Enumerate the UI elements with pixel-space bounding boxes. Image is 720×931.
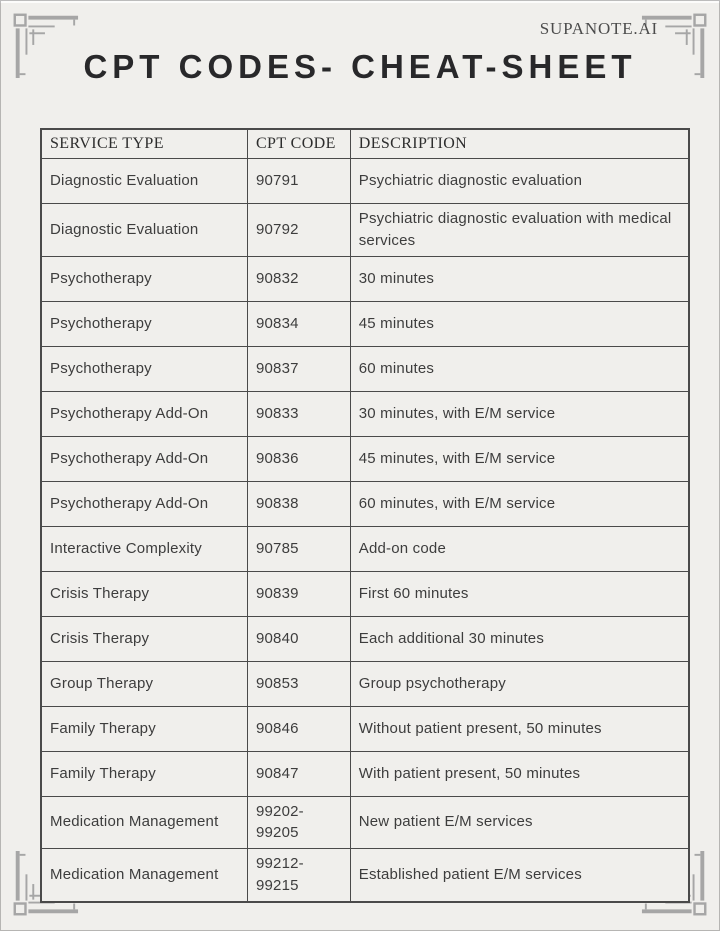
column-header-description: DESCRIPTION xyxy=(350,129,689,159)
table-row xyxy=(41,159,689,204)
cell-cpt-code: 90832 xyxy=(247,256,350,301)
cell-service-type: Psychotherapy Add-On xyxy=(41,436,247,481)
cell-description: Established patient E/M services xyxy=(350,849,689,902)
table-row xyxy=(41,751,689,796)
table-row xyxy=(41,796,689,849)
cell-cpt-code: 99212-99215 xyxy=(247,849,350,902)
table-row xyxy=(41,204,689,257)
cell-service-type: Interactive Complexity xyxy=(41,526,247,571)
page-title: CPT CODES- CHEAT-SHEET xyxy=(83,48,637,85)
column-header-cpt-code: CPT CODE xyxy=(247,129,350,159)
table-header-row xyxy=(41,129,689,159)
cell-service-type: Group Therapy xyxy=(41,661,247,706)
cell-cpt-code: 90791 xyxy=(247,159,350,204)
table-row xyxy=(41,391,689,436)
cell-cpt-code: 90785 xyxy=(247,526,350,571)
cell-cpt-code: 99202-99205 xyxy=(247,796,350,849)
brand-logo: SUPANOTE.AI xyxy=(539,19,658,38)
cell-description: Add-on code xyxy=(350,526,689,571)
table-row xyxy=(41,616,689,661)
cell-service-type: Psychotherapy Add-On xyxy=(41,391,247,436)
cell-service-type: Psychotherapy Add-On xyxy=(41,481,247,526)
table-row xyxy=(41,481,689,526)
cell-service-type: Crisis Therapy xyxy=(41,571,247,616)
cell-description: 60 minutes, with E/M service xyxy=(350,481,689,526)
cell-cpt-code: 90853 xyxy=(247,661,350,706)
cell-description: Each additional 30 minutes xyxy=(350,616,689,661)
cell-description: Without patient present, 50 minutes xyxy=(350,706,689,751)
cell-service-type: Medication Management xyxy=(41,796,247,849)
table-row xyxy=(41,346,689,391)
table-row xyxy=(41,436,689,481)
cell-description: 60 minutes xyxy=(350,346,689,391)
cell-service-type: Diagnostic Evaluation xyxy=(41,159,247,204)
cell-service-type: Psychotherapy xyxy=(41,256,247,301)
cell-description: 45 minutes xyxy=(350,301,689,346)
cell-cpt-code: 90838 xyxy=(247,481,350,526)
cpt-codes-table xyxy=(40,128,690,903)
cell-cpt-code: 90834 xyxy=(247,301,350,346)
cell-description: 30 minutes, with E/M service xyxy=(350,391,689,436)
cell-service-type: Crisis Therapy xyxy=(41,616,247,661)
cell-description: Group psychotherapy xyxy=(350,661,689,706)
cell-cpt-code: 90833 xyxy=(247,391,350,436)
table-row xyxy=(41,706,689,751)
cell-description: Psychiatric diagnostic evaluation with medical services xyxy=(350,204,689,257)
cell-description: New patient E/M services xyxy=(350,796,689,849)
cell-cpt-code: 90839 xyxy=(247,571,350,616)
cell-cpt-code: 90847 xyxy=(247,751,350,796)
cell-description: 45 minutes, with E/M service xyxy=(350,436,689,481)
table-row xyxy=(41,526,689,571)
cell-description: First 60 minutes xyxy=(350,571,689,616)
table-row xyxy=(41,849,689,902)
table-row xyxy=(41,301,689,346)
cell-service-type: Family Therapy xyxy=(41,751,247,796)
cell-description: Psychiatric diagnostic evaluation xyxy=(350,159,689,204)
cell-cpt-code: 90836 xyxy=(247,436,350,481)
cell-cpt-code: 90837 xyxy=(247,346,350,391)
cell-service-type: Psychotherapy xyxy=(41,301,247,346)
column-header-service-type: SERVICE TYPE xyxy=(41,129,247,159)
table-row xyxy=(41,661,689,706)
cell-service-type: Psychotherapy xyxy=(41,346,247,391)
cell-description: With patient present, 50 minutes xyxy=(350,751,689,796)
table-row xyxy=(41,256,689,301)
cell-service-type: Family Therapy xyxy=(41,706,247,751)
cell-service-type: Diagnostic Evaluation xyxy=(41,204,247,257)
cell-cpt-code: 90792 xyxy=(247,204,350,257)
cell-cpt-code: 90846 xyxy=(247,706,350,751)
table-row xyxy=(41,571,689,616)
cell-service-type: Medication Management xyxy=(41,849,247,902)
cell-description: 30 minutes xyxy=(350,256,689,301)
cell-cpt-code: 90840 xyxy=(247,616,350,661)
